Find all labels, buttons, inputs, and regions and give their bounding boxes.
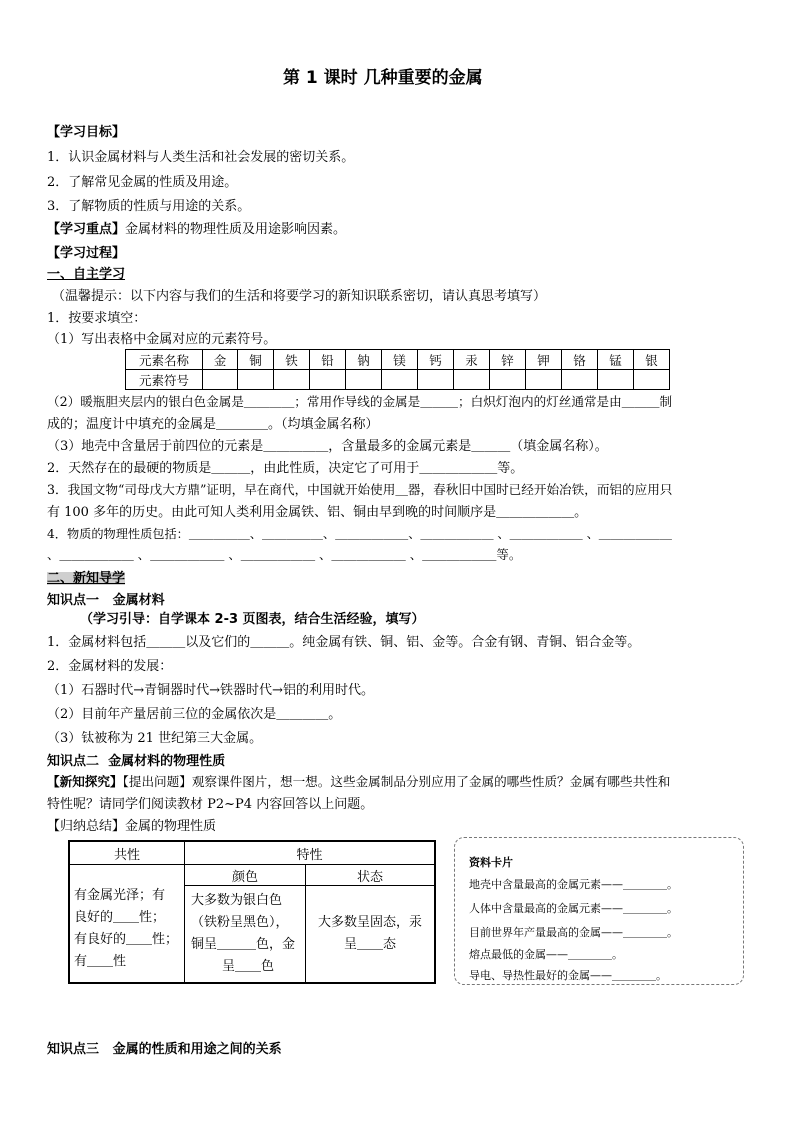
section1-heading: 一、自主学习	[47, 267, 126, 282]
info-card-line: 目前世界年产量最高的金属——＿＿＿＿。	[469, 926, 678, 939]
knowledge-point-3	[47, 1043, 282, 1056]
element-table	[125, 349, 670, 390]
kp2-label: 知识点二	[47, 754, 100, 769]
kp1-guide: （学习引导：自学课本 2-3 页图表，结合生活经验，填写）	[80, 612, 425, 627]
common-line: 有金属光泽；有	[74, 887, 166, 903]
knowledge-point-2	[47, 755, 225, 768]
kp1-title: 金属材料	[112, 593, 165, 608]
element-cell: 铬	[562, 350, 598, 370]
element-cell: 汞	[454, 350, 490, 370]
info-card-line: 人体中含量最高的金属元素——＿＿＿＿。	[469, 902, 678, 915]
kp1-question-2-2: （2）目前年产量居前三位的金属依次是＿＿＿＿。	[47, 707, 342, 722]
element-cell: 银	[634, 350, 670, 370]
element-symbol-row	[126, 370, 670, 390]
question-1: 1．按要求填空：	[47, 311, 147, 326]
question-1-2-line2: 成的；温度计中填充的金属是＿＿＿＿。（均填金属名称）	[47, 417, 379, 432]
common-header: 共性	[69, 841, 185, 865]
element-cell: 锰	[598, 350, 634, 370]
symbol-cell[interactable]	[310, 370, 346, 390]
objective-item-1: 1．认识金属材料与人类生活和社会发展的密切关系。	[47, 150, 355, 165]
state-header: 状态	[306, 865, 436, 886]
common-line: 有良好的＿＿性；	[74, 931, 179, 947]
knowledge-point-1	[47, 594, 165, 607]
kp2-title: 金属材料的物理性质	[108, 754, 226, 769]
question-1-2-line1: （2）暖瓶胆夹层内的银白色金属是＿＿＿＿；常用作导线的金属是＿＿＿；白炽灯泡内的灯丝通常是由＿＿＿制	[47, 394, 673, 409]
common-cell	[69, 865, 185, 984]
info-card-line: 导电、导热性最好的金属——＿＿＿＿。	[469, 969, 667, 982]
color-line: 呈＿＿色	[221, 959, 274, 974]
symbol-cell[interactable]	[346, 370, 382, 390]
element-cell: 锌	[490, 350, 526, 370]
element-cell: 钾	[526, 350, 562, 370]
info-card	[454, 837, 744, 985]
objective-item-2: 2．了解常见金属的性质及用途。	[47, 175, 238, 190]
symbol-cell[interactable]	[382, 370, 418, 390]
info-card-line: 地壳中含量最高的金属元素——＿＿＿＿。	[469, 878, 678, 891]
special-header: 特性	[185, 841, 436, 865]
symbol-cell[interactable]	[490, 370, 526, 390]
kp2-summary: 【归纳总结】金属的物理性质	[47, 819, 217, 834]
element-cell: 铅	[310, 350, 346, 370]
key-point-text: 金属材料的物理性质及用途影响因素。	[125, 222, 347, 237]
page-title: 第 1 课时 几种重要的金属	[283, 68, 483, 88]
kp1-label: 知识点一	[47, 593, 100, 608]
color-line: 铜呈＿＿＿色，金	[191, 937, 296, 952]
kp1-question-2-1: （1）石器时代→青铜器时代→铁器时代→铝的利用时代。	[47, 683, 374, 698]
info-card-line: 熔点最低的金属——＿＿＿＿。	[469, 948, 623, 961]
kp2-explore-text: 【提出问题】观察课件图片，想一想。这些金属制品分别应用了金属的哪些性质？金属有哪些共性和	[122, 774, 671, 789]
common-line: 良好的＿＿性；	[74, 909, 166, 925]
symbol-cell[interactable]	[238, 370, 274, 390]
symbol-cell[interactable]	[634, 370, 670, 390]
kp3-label: 知识点三	[47, 1042, 100, 1057]
question-1-1: （1）写出表格中金属对应的元素符号。	[47, 332, 277, 347]
symbol-cell[interactable]	[418, 370, 454, 390]
symbol-cell[interactable]	[526, 370, 562, 390]
info-card-title: 资料卡片	[469, 856, 513, 869]
state-line: 大多数呈固态，汞	[317, 915, 422, 930]
objectives-heading: 【学习目标】	[47, 125, 126, 140]
kp2-explore-line2: 特性呢？请同学们阅读教材 P2~P4 内容回答以上问题。	[47, 797, 374, 812]
symbol-cell[interactable]	[454, 370, 490, 390]
question-1-3: （3）地壳中含量居于前四位的元素是＿＿＿＿＿，含量最多的金属元素是＿＿＿（填金属名称）。	[47, 439, 608, 454]
element-cell: 钙	[418, 350, 454, 370]
element-name-row	[126, 350, 670, 370]
kp1-question-1: 1．金属材料包括＿＿＿以及它们的＿＿＿。纯金属有铁、铜、铝、金等。合金有钢、青铜、铝合金等。	[47, 635, 641, 650]
question-4-line2: 、＿＿＿＿＿＿ 、＿＿＿＿＿＿ 、＿＿＿＿＿＿ 、＿＿＿＿＿＿ 、＿＿＿＿＿＿等。	[47, 547, 522, 562]
color-header: 颜色	[185, 865, 306, 886]
state-cell	[306, 886, 436, 984]
kp2-explore	[47, 776, 670, 789]
element-cell: 铜	[238, 350, 274, 370]
section2-heading: 二、新知导学	[47, 571, 126, 586]
color-cell	[185, 886, 306, 984]
element-cell: 金	[203, 350, 238, 370]
element-cell: 钠	[346, 350, 382, 370]
question-2: 2．天然存在的最硬的物质是＿＿＿，由此性质，决定它了可用于＿＿＿＿＿＿等。	[47, 461, 524, 476]
color-line: 大多数为银白色	[191, 893, 283, 908]
physical-properties-table	[68, 840, 436, 984]
row-label-name: 元素名称	[126, 350, 203, 370]
element-cell: 镁	[382, 350, 418, 370]
kp2-explore-label: 【新知探究】	[47, 774, 123, 789]
common-line: 有＿＿性	[74, 953, 127, 969]
color-line: （铁粉呈黑色），	[191, 915, 289, 930]
key-point	[47, 223, 346, 236]
kp3-title: 金属的性质和用途之间的关系	[112, 1042, 282, 1057]
question-4-line1: 4．物质的物理性质包括：＿＿＿＿＿、＿＿＿＿＿、＿＿＿＿＿＿、＿＿＿＿＿＿ 、＿＿＿＿＿＿ 、＿＿＿＿＿＿	[47, 527, 672, 541]
symbol-cell[interactable]	[562, 370, 598, 390]
symbol-cell[interactable]	[203, 370, 238, 390]
symbol-cell[interactable]	[598, 370, 634, 390]
kp1-question-2: 2．金属材料的发展：	[47, 659, 173, 674]
kp1-question-2-3: （3）钛被称为 21 世纪第三大金属。	[47, 731, 263, 746]
row-label-symbol: 元素符号	[126, 370, 203, 390]
process-heading: 【学习过程】	[47, 246, 126, 261]
objective-item-3: 3．了解物质的性质与用途的关系。	[47, 199, 251, 214]
key-point-label: 【学习重点】	[47, 222, 126, 237]
symbol-cell[interactable]	[274, 370, 310, 390]
question-3-line2: 有 100 多年的历史。由此可知人类利用金属铁、铝、铜由早到晚的时间顺序是＿＿＿＿＿＿。	[47, 505, 588, 520]
section1-tip: （温馨提示：以下内容与我们的生活和将要学习的新知识联系密切，请认真思考填写）	[52, 289, 547, 304]
element-cell: 铁	[274, 350, 310, 370]
question-3-line1: 3．我国文物“司母戊大方鼎”证明，早在商代，中国就开始使用＿器，春秋旧中国时已经开始冶铁，而铝的应用只	[47, 482, 673, 497]
state-line: 呈＿＿态	[343, 937, 396, 952]
